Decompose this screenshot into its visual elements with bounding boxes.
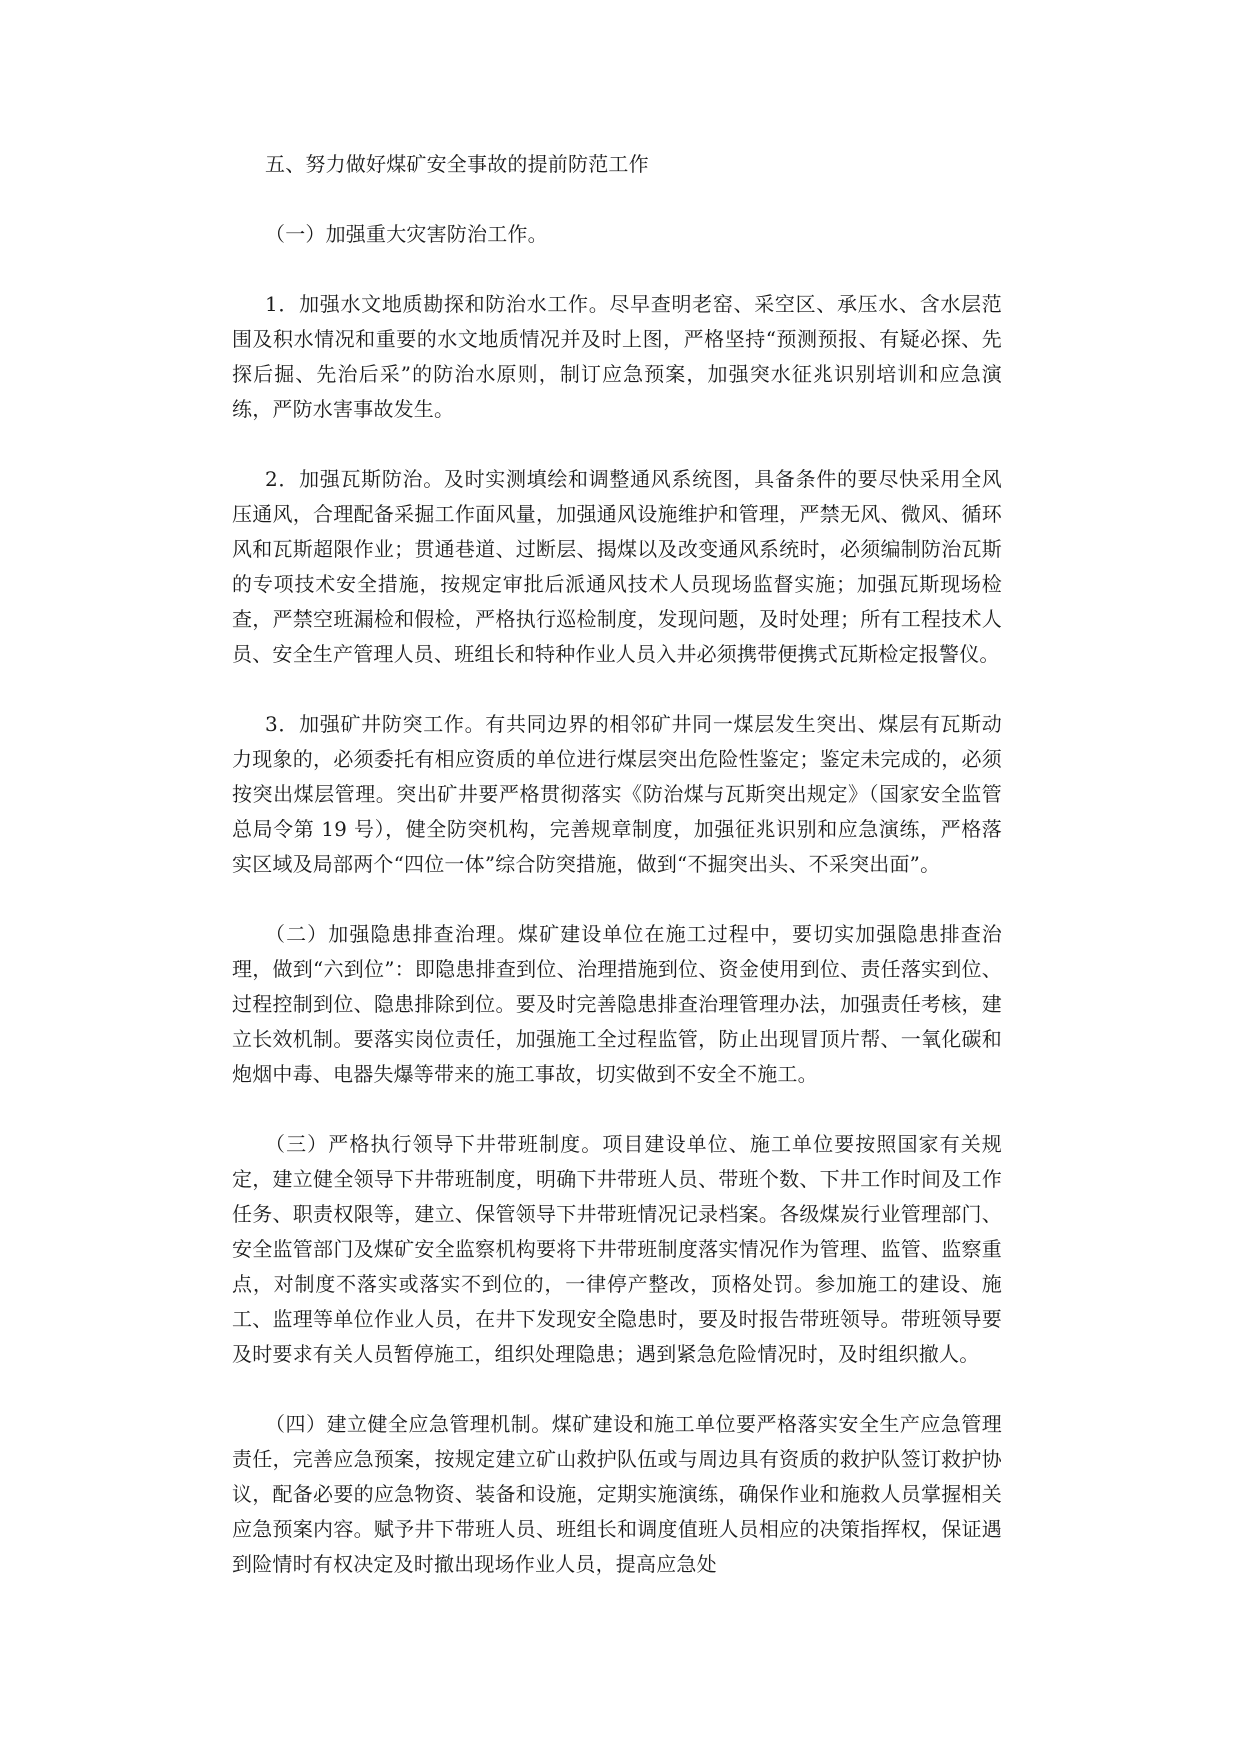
document-body <box>232 147 1002 1617</box>
paragraph-subsection-3: （三）严格执行领导下井带班制度。项目建设单位、施工单位要按照国家有关规定，建立健全领导下井带班制度，明确下井带班人员、带班个数、下井工作时间及工作任务、职责权限等，建立、保管领导下井带班情况记录档案。各级煤炭行业管理部门、安全监管部门及煤矿安全监察机构要将下井带班制度落实情况作为管理、监管、监察重点，对制度不落实或落实不到位的，一律停产整改，顶格处罚。参加施工的建设、施工、监理等单位作业人员，在井下发现安全隐患时，要及时报告带班领导。带班领导要及时要求有关人员暂停施工，组织处理隐患；遇到紧急危险情况时，及时组织撤人。 <box>232 1132 1002 1366</box>
subsection-1-heading: （一）加强重大灾害防治工作。 <box>265 222 548 246</box>
paragraph-item-2: 2．加强瓦斯防治。及时实测填绘和调整通风系统图，具备条件的要尽快采用全风压通风，合理配备采掘工作面风量，加强通风设施维护和管理，严禁无风、微风、循环风和瓦斯超限作业；贯通巷道、过断层、揭煤以及改变通风系统时，必须编制防治瓦斯的专项技术安全措施，按规定审批后派通风技术人员现场监督实施；加强瓦斯现场检查，严禁空班漏检和假检，严格执行巡检制度，发现问题，及时处理；所有工程技术人员、安全生产管理人员、班组长和特种作业人员入井必须携带便携式瓦斯检定报警仪。 <box>232 467 1002 666</box>
paragraph-item-3: 3．加强矿井防突工作。有共同边界的相邻矿井同一煤层发生突出、煤层有瓦斯动力现象的，必须委托有相应资质的单位进行煤层突出危险性鉴定；鉴定未完成的，必须按突出煤层管理。突出矿井要严格贯彻落实《防治煤与瓦斯突出规定》（国家安全监管总局令第 19 号），健全防突机构，完善规章制度，加强征兆识别和应急演练，严格落实区域及局部两个“四位一体”综合防突措施，做到“不掘突出头、不采突出面”。 <box>232 712 1002 876</box>
paragraph-subsection-2: （二）加强隐患排查治理。煤矿建设单位在施工过程中，要切实加强隐患排查治理，做到“六到位”：即隐患排查到位、治理措施到位、资金使用到位、责任落实到位、过程控制到位、隐患排除到位。要及时完善隐患排查治理管理办法，加强责任考核，建立长效机制。要落实岗位责任，加强施工全过程监管，防止出现冒顶片帮、一氧化碳和炮烟中毒、电器失爆等带来的施工事故，切实做到不安全不施工。 <box>232 922 1002 1086</box>
section-title: 五、努力做好煤矿安全事故的提前防范工作 <box>265 152 649 176</box>
paragraph-item-1: 1．加强水文地质勘探和防治水工作。尽早查明老窑、采空区、承压水、含水层范围及积水情况和重要的水文地质情况并及时上图，严格坚持“预测预报、有疑必探、先探后掘、先治后采”的防治水原则，制订应急预案，加强突水征兆识别培训和应急演练，严防水害事故发生。 <box>232 292 1002 421</box>
paragraph-subsection-4: （四）建立健全应急管理机制。煤矿建设和施工单位要严格落实安全生产应急管理责任，完善应急预案，按规定建立矿山救护队伍或与周边具有资质的救护队签订救护协议，配备必要的应急物资、装备和设施，定期实施演练，确保作业和施救人员掌握相关应急预案内容。赋予井下带班人员、班组长和调度值班人员相应的决策指挥权，保证遇到险情时有权决定及时撤出现场作业人员，提高应急处 <box>232 1412 1002 1576</box>
